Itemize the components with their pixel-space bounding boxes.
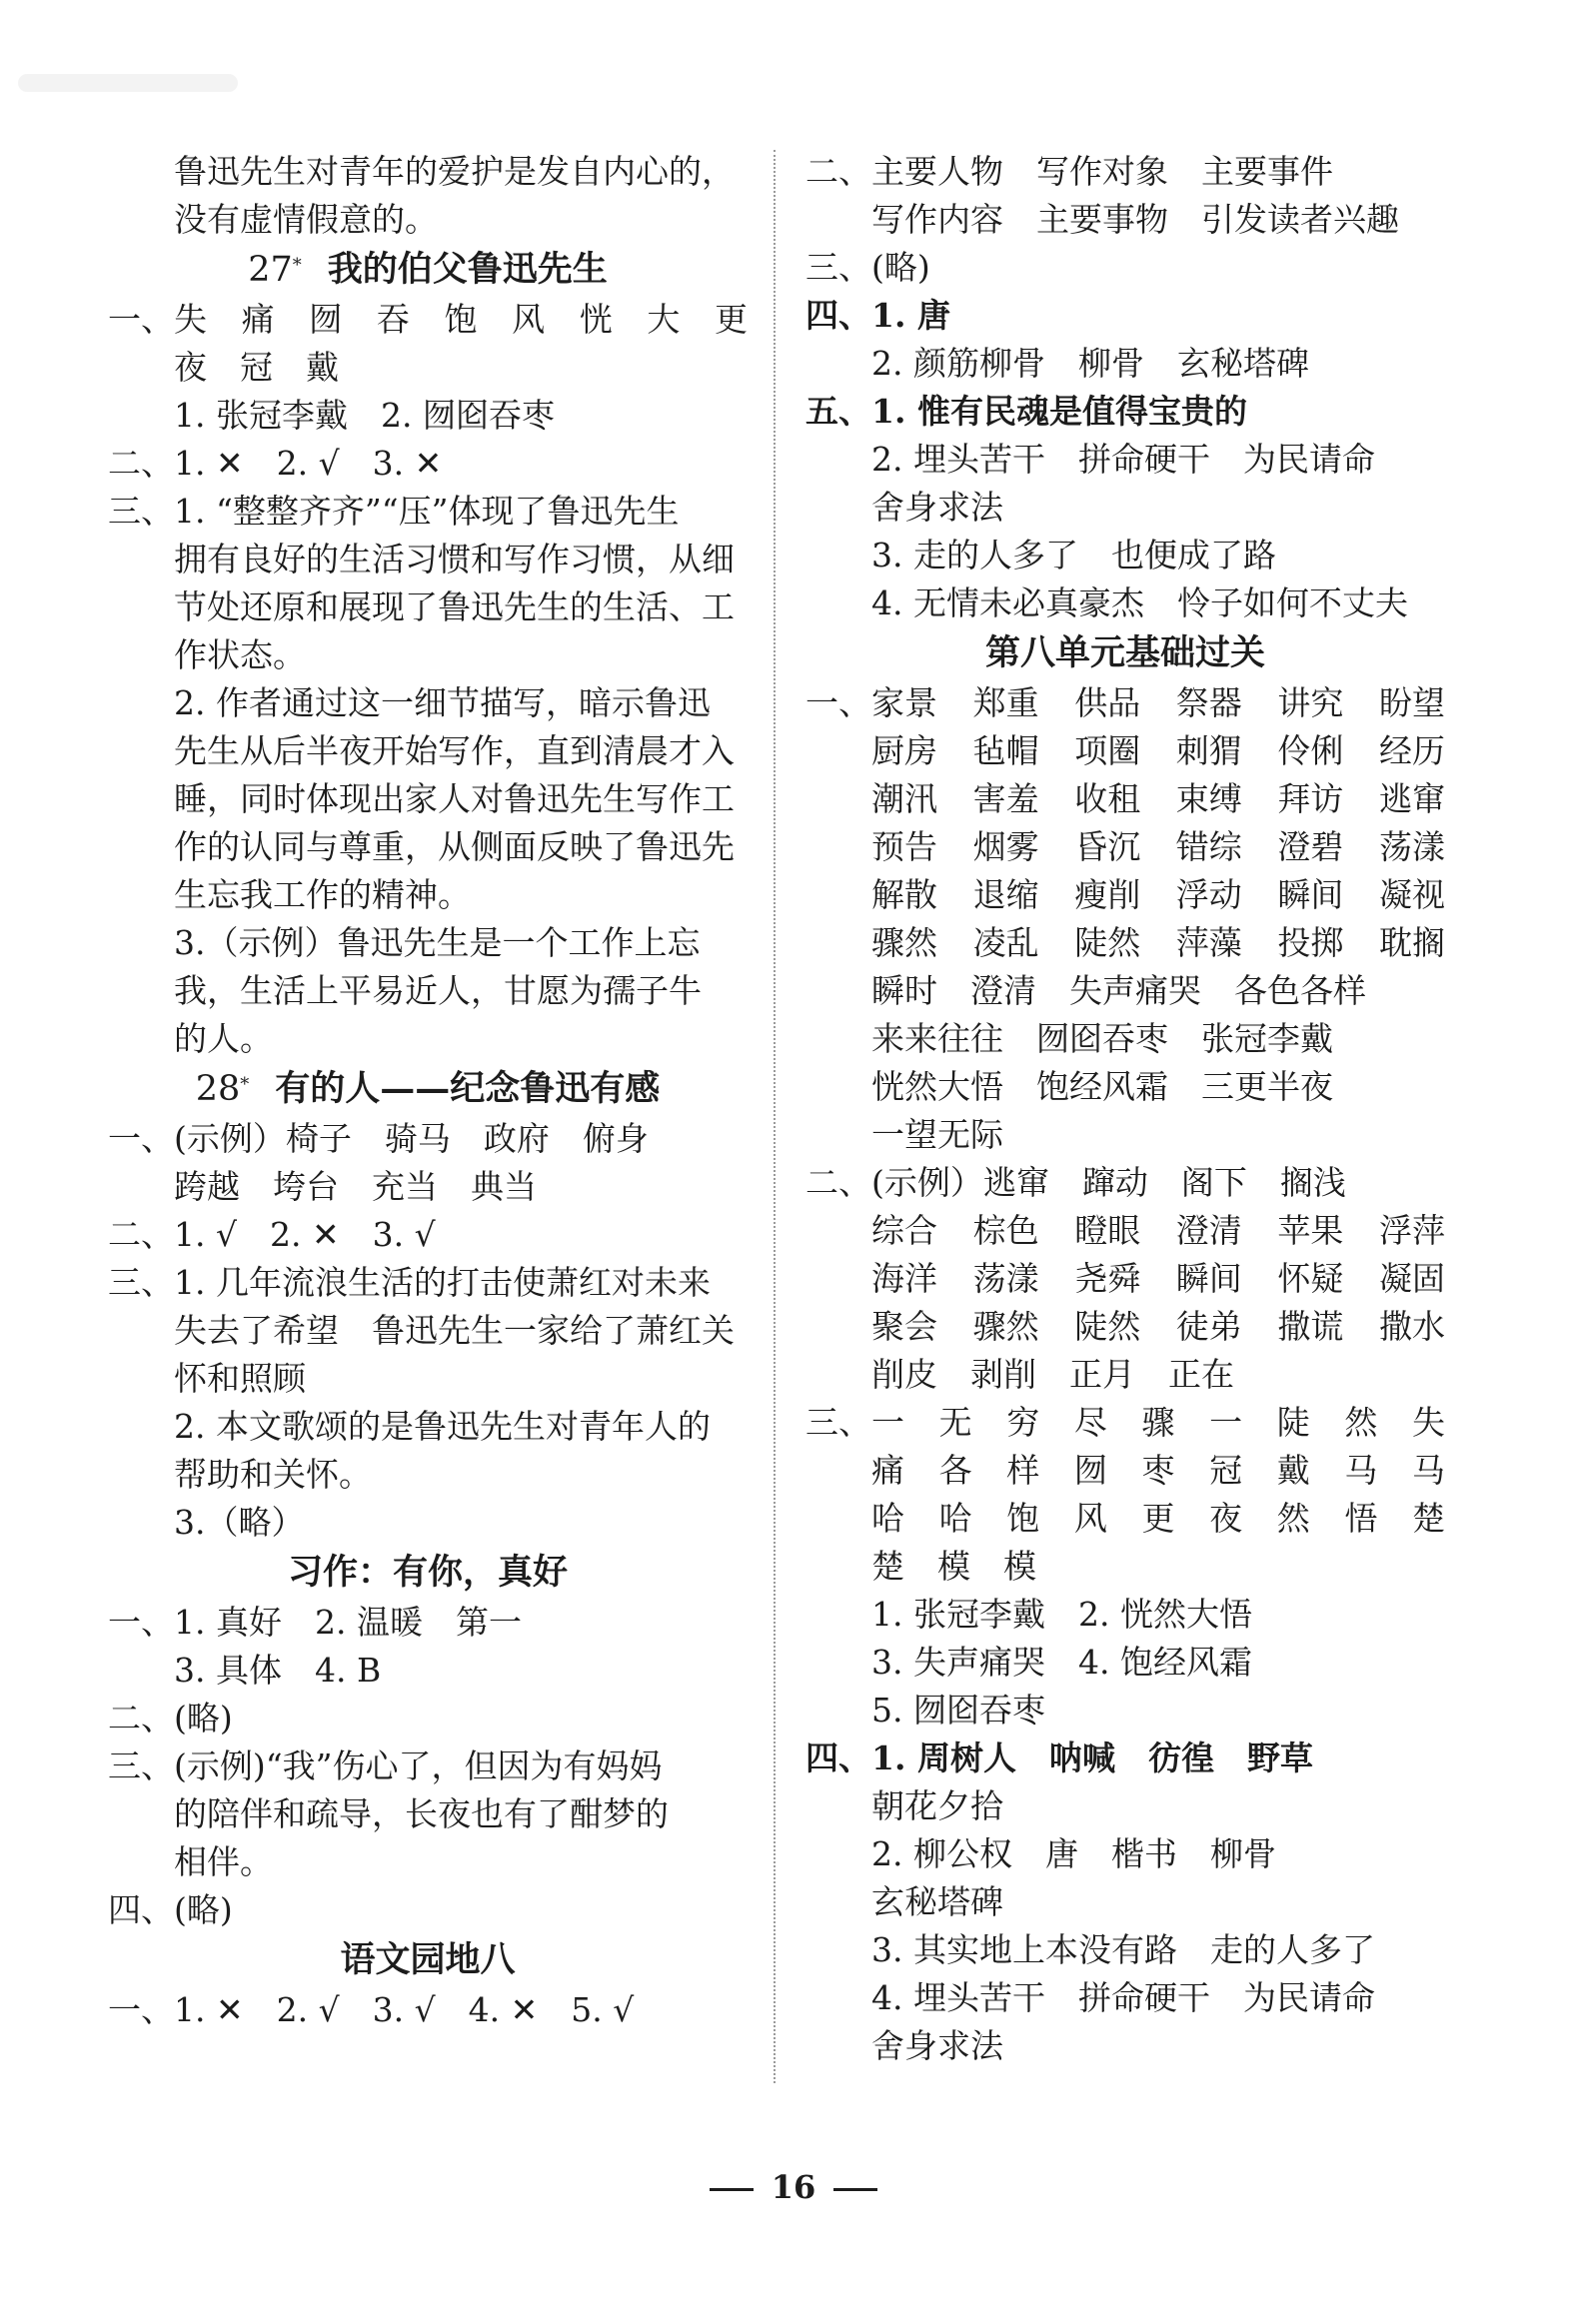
answer-line: 帮助和关怀。	[174, 1455, 372, 1494]
answer-word: 陡然	[1074, 1307, 1141, 1346]
answer-word: 各	[938, 1451, 972, 1490]
answer-line: 一、1. ✕ 2. √ 3. √ 4. ✕ 5. √	[108, 1990, 635, 2029]
answer-line: 恍然大悟 饱经风霜 三更半夜	[871, 1067, 1333, 1106]
answer-word: 陡然	[1074, 923, 1141, 962]
answer-word: 萍藻	[1175, 923, 1242, 962]
section-heading	[108, 1063, 748, 1115]
answer-line: 鲁迅先生对青年的爱护是发自内心的，	[174, 152, 735, 191]
section-heading	[805, 627, 1445, 679]
answer-word: 无	[938, 1403, 972, 1442]
answer-word: 浮动	[1175, 875, 1242, 914]
answer-word: 然	[1276, 1499, 1310, 1538]
answer-word: 饱	[1006, 1499, 1040, 1538]
answer-line	[805, 823, 1445, 871]
answer-line: 楚 模 模	[871, 1547, 1036, 1586]
answer-line: 三、(示例)“我”伤心了，但因为有妈妈	[108, 1746, 663, 1785]
answer-line: 3. 走的人多了 也便成了路	[871, 536, 1276, 575]
answer-word: 然	[1344, 1403, 1378, 1442]
answer-line	[805, 1447, 1445, 1495]
answer-line	[805, 1255, 1445, 1303]
answer-line: 没有虚情假意的。	[174, 200, 438, 239]
answer-word: 刺猬	[1175, 731, 1242, 770]
answer-word: 烟雾	[972, 827, 1039, 866]
answer-line: 我，生活上平易近人，甘愿为孺子牛	[174, 971, 702, 1010]
answer-line: 一、1. 真好 2. 温暖 第一	[108, 1603, 522, 1642]
answer-line: 二、(示例）逃窜 蹿动 阁下 搁浅	[805, 1163, 1346, 1202]
answer-word: 马	[1412, 1451, 1445, 1490]
answer-line: 4. 埋头苦干 拼命硬干 为民请命	[871, 1978, 1375, 2017]
footer-dash-left	[710, 2188, 754, 2191]
answer-line: 五、1. 惟有民魂是值得宝贵的	[805, 392, 1247, 431]
answer-word: 怀疑	[1277, 1259, 1344, 1298]
section-title: 有的人——纪念鲁迅有感	[275, 1068, 661, 1109]
answer-word: 囫	[1073, 1451, 1107, 1490]
answer-line: 相伴。	[174, 1842, 273, 1881]
answer-word: 祭器	[1175, 683, 1242, 722]
answer-word: 苹果	[1277, 1211, 1344, 1250]
answer-line: 三、(略)	[805, 248, 930, 287]
answer-word: 马	[1344, 1451, 1378, 1490]
answer-word: 厨房	[871, 731, 937, 770]
answer-line: 的陪伴和疏导，长夜也有了酣梦的	[174, 1794, 669, 1833]
answer-line: 二、1. ✕ 2. √ 3. ✕	[108, 444, 443, 483]
answer-line: 朝花夕拾	[871, 1786, 1003, 1825]
answer-line: 2. 埋头苦干 拼命硬干 为民请命	[871, 440, 1375, 479]
answer-word: 骤然	[972, 1307, 1039, 1346]
answer-line: 2. 柳公权 唐 楷书 柳骨	[871, 1834, 1276, 1873]
answer-word: 预告	[871, 827, 937, 866]
answer-line: 1. 张冠李戴 2. 囫囵吞枣	[174, 396, 555, 435]
answer-line: 二、1. √ 2. ✕ 3. √	[108, 1215, 436, 1254]
answer-line: 舍身求法	[871, 2026, 1003, 2065]
answer-word: 荡漾	[972, 1259, 1039, 1298]
answer-line	[805, 1399, 1445, 1447]
column-divider	[774, 150, 776, 2083]
answer-word: 害羞	[972, 779, 1039, 818]
answer-word: 三、一	[805, 1403, 904, 1442]
answer-line: 3. 其实地上本没有路 走的人多了	[871, 1930, 1375, 1969]
answer-word: 穷	[1006, 1403, 1040, 1442]
section-title: 我的伯父鲁迅先生	[327, 249, 608, 290]
answer-line: 3. 具体 4. B	[174, 1651, 382, 1690]
answer-line: 写作内容 主要事物 引发读者兴趣	[871, 200, 1399, 239]
answer-word: 郑重	[972, 683, 1039, 722]
answer-line: 怀和照顾	[174, 1359, 306, 1398]
answer-line: 一、(示例）椅子 骑马 政府 俯身	[108, 1119, 649, 1158]
answer-line: 生忘我工作的精神。	[174, 875, 471, 914]
answer-word: 昏沉	[1074, 827, 1141, 866]
answer-word: 耽搁	[1378, 923, 1445, 962]
answer-word: 骤	[1141, 1403, 1175, 1442]
answer-line: 来来往往 囫囵吞枣 张冠李戴	[871, 1019, 1333, 1058]
answer-word: 撒水	[1378, 1307, 1445, 1346]
answer-word: 毡帽	[972, 731, 1039, 770]
answer-word: 尧舜	[1074, 1259, 1141, 1298]
answer-word: 枣	[1141, 1451, 1175, 1490]
answer-word: 收租	[1074, 779, 1141, 818]
answer-word: 解散	[871, 875, 937, 914]
answer-word: 经历	[1378, 731, 1445, 770]
answer-word: 哈	[871, 1499, 904, 1538]
answer-line: 四、1. 周树人 呐喊 彷徨 野草	[805, 1739, 1313, 1777]
answer-word: 逃窜	[1378, 779, 1445, 818]
answer-word: 澄清	[1175, 1211, 1242, 1250]
answer-word: 饱	[444, 300, 478, 339]
answer-word: 供品	[1074, 683, 1141, 722]
answer-word: 浮萍	[1378, 1211, 1445, 1250]
answer-line: 先生从后半夜开始写作，直到清晨才入	[174, 731, 735, 770]
answer-word: 风	[512, 300, 546, 339]
section-asterisk: *	[292, 255, 302, 276]
answer-word: 讲究	[1277, 683, 1344, 722]
answer-word: 束缚	[1175, 779, 1242, 818]
answer-word: 冠	[1209, 1451, 1243, 1490]
left-column	[108, 148, 748, 2034]
section-number: 28	[195, 1069, 241, 1109]
answer-line	[805, 919, 1445, 967]
answer-word: 悟	[1344, 1499, 1378, 1538]
section-asterisk: *	[240, 1074, 250, 1095]
answer-word: 一、家景	[805, 683, 937, 722]
answer-word: 徒弟	[1175, 1307, 1242, 1346]
footer-dash-right	[833, 2188, 877, 2191]
answer-word: 哈	[938, 1499, 972, 1538]
answer-word: 样	[1006, 1451, 1040, 1490]
page-number: 16	[771, 2168, 816, 2206]
section-title: 习作：有你，真好	[287, 1552, 568, 1593]
answer-line	[805, 1495, 1445, 1543]
answer-word: 尽	[1073, 1403, 1107, 1442]
answer-line: 二、(略)	[108, 1699, 233, 1738]
answer-line: 3.（示例）鲁迅先生是一个工作上忘	[174, 923, 701, 962]
answer-line	[108, 296, 748, 344]
answer-word: 盼望	[1378, 683, 1445, 722]
answer-line: 失去了希望 鲁迅先生一家给了萧红关	[174, 1311, 735, 1350]
answer-word: 陡	[1276, 1403, 1310, 1442]
answer-line: 夜 冠 戴	[174, 348, 339, 387]
section-heading	[108, 244, 748, 296]
answer-line: 1. 张冠李戴 2. 恍然大悟	[871, 1595, 1252, 1634]
answer-word: 投掷	[1277, 923, 1344, 962]
answer-word: 一、失	[108, 300, 207, 339]
answer-word: 荡漾	[1378, 827, 1445, 866]
answer-line: 二、主要人物 写作对象 主要事件	[805, 152, 1333, 191]
answer-line: 2. 本文歌颂的是鲁迅先生对青年人的	[174, 1407, 711, 1446]
answer-word: 海洋	[871, 1259, 937, 1298]
answer-word: 瞪眼	[1074, 1211, 1141, 1250]
answer-line: 3.（略）	[174, 1503, 305, 1542]
answer-word: 潮汛	[871, 779, 937, 818]
answer-word: 棕色	[972, 1211, 1039, 1250]
answer-word: 拜访	[1277, 779, 1344, 818]
answer-word: 错综	[1175, 827, 1242, 866]
answer-line: 舍身求法	[871, 488, 1003, 527]
answer-line: 2. 作者通过这一细节描写，暗示鲁迅	[174, 683, 711, 722]
answer-line: 一望无际	[871, 1115, 1003, 1154]
answer-word: 大	[647, 300, 681, 339]
section-title: 第八单元基础过关	[984, 632, 1265, 673]
answer-line: 三、1. “整整齐齐”“压”体现了鲁迅先生	[108, 492, 680, 531]
answer-word: 凌乱	[972, 923, 1039, 962]
answer-word: 瞬间	[1277, 875, 1344, 914]
answer-line: 瞬时 澄清 失声痛哭 各色各样	[871, 971, 1366, 1010]
answer-word: 戴	[1276, 1451, 1310, 1490]
section-heading	[108, 1547, 748, 1599]
answer-line: 3. 失声痛哭 4. 饱经风霜	[871, 1643, 1252, 1682]
answer-line: 2. 颜筋柳骨 柳骨 玄秘塔碑	[871, 344, 1309, 383]
answer-word: 退缩	[972, 875, 1039, 914]
answer-word: 综合	[871, 1211, 937, 1250]
answer-word: 骤然	[871, 923, 937, 962]
right-column	[805, 148, 1445, 2070]
answer-word: 项圈	[1074, 731, 1141, 770]
answer-line: 4. 无情未必真豪杰 怜子如何不丈夫	[871, 583, 1408, 622]
answer-line	[805, 679, 1445, 727]
answer-line: 削皮 剥削 正月 正在	[871, 1355, 1234, 1394]
answer-word: 痛	[241, 300, 275, 339]
answer-line: 的人。	[174, 1019, 273, 1058]
answer-line: 玄秘塔碑	[871, 1882, 1003, 1921]
answer-line	[805, 727, 1445, 775]
section-heading	[108, 1934, 748, 1986]
answer-line: 四、(略)	[108, 1890, 233, 1929]
section-number: 27	[248, 250, 293, 290]
answer-word: 风	[1073, 1499, 1107, 1538]
answer-line: 节处还原和展现了鲁迅先生的生活、工	[174, 587, 735, 626]
answer-word: 凝视	[1378, 875, 1445, 914]
answer-word: 撒谎	[1277, 1307, 1344, 1346]
answer-line: 作的认同与尊重，从侧面反映了鲁迅先	[174, 827, 735, 866]
answer-word: 失	[1412, 1403, 1445, 1442]
answer-word: 一	[1209, 1403, 1243, 1442]
answer-word: 瞬间	[1175, 1259, 1242, 1298]
answer-word: 更	[1141, 1499, 1175, 1538]
answer-line: 拥有良好的生活习惯和写作习惯，从细	[174, 540, 735, 579]
page-footer	[0, 2163, 1587, 2211]
answer-word: 澄碧	[1277, 827, 1344, 866]
answer-word: 凝固	[1378, 1259, 1445, 1298]
answer-word: 吞	[376, 300, 410, 339]
answer-line: 跨越 垮台 充当 典当	[174, 1167, 537, 1206]
section-title: 语文园地八	[340, 1939, 516, 1980]
answer-line	[805, 871, 1445, 919]
answer-word: 伶俐	[1277, 731, 1344, 770]
answer-line: 睡，同时体现出家人对鲁迅先生写作工	[174, 779, 735, 818]
answer-word: 瘦削	[1074, 875, 1141, 914]
answer-line	[805, 1207, 1445, 1255]
answer-word: 夜	[1209, 1499, 1243, 1538]
answer-line: 5. 囫囵吞枣	[871, 1691, 1045, 1730]
answer-line	[805, 1303, 1445, 1351]
answer-line: 四、1. 唐	[805, 296, 950, 335]
answer-line: 三、1. 几年流浪生活的打击使萧红对未来	[108, 1263, 711, 1302]
answer-word: 囫	[309, 300, 343, 339]
scan-smudge	[18, 74, 238, 92]
answer-word: 楚	[1412, 1499, 1445, 1538]
answer-line	[805, 775, 1445, 823]
answer-word: 更	[715, 300, 748, 339]
answer-word: 恍	[579, 300, 613, 339]
answer-word: 聚会	[871, 1307, 937, 1346]
answer-line: 作状态。	[174, 635, 306, 674]
answer-word: 痛	[871, 1451, 904, 1490]
